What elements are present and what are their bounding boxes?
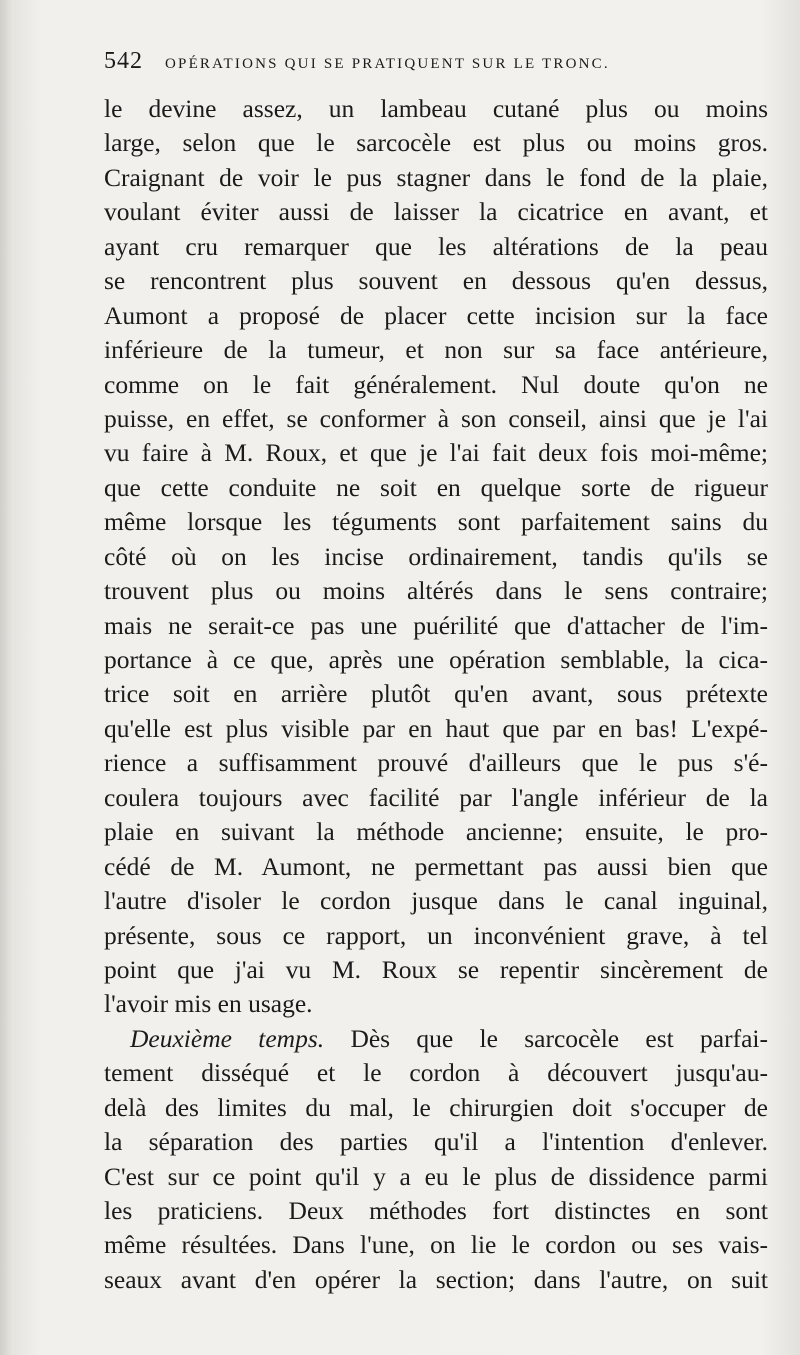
text-line: trouvent plus ou moins altérés dans le sens contraire; [104, 576, 768, 606]
text-line: mais ne serait-ce pas une puérilité que d'attacher de l'im- [104, 610, 768, 640]
text-line: inférieure de la tumeur, et non sur sa face antérieure, [104, 335, 768, 365]
text-line: que cette conduite ne soit en quelque sorte de rigueur [104, 472, 768, 502]
text-line: vu faire à M. Roux, et que je l'ai fait deux fois moi-même; [104, 438, 768, 468]
paragraph-2 [104, 1022, 768, 1298]
text-line: Craignant de voir le pus stagner dans le fond de la plaie, [104, 162, 768, 192]
body-text [104, 92, 768, 1297]
text-line: seaux avant d'en opérer la section; dans l'autre, on suit [104, 1264, 768, 1294]
text-line: présente, sous ce rapport, un inconvénient grave, à tel [104, 920, 768, 950]
text-line: cédé de M. Aumont, ne permettant pas aussi bien que [104, 851, 768, 881]
text-line: tement disséqué et le cordon à découvert jusqu'au- [104, 1058, 768, 1088]
text-line: large, selon que le sarcocèle est plus ou moins gros. [104, 128, 768, 158]
running-head: OPÉRATIONS QUI SE PRATIQUENT SUR LE TRONC. [165, 56, 610, 72]
text-line: rience a suffisamment prouvé d'ailleurs que le pus s'é- [104, 748, 768, 778]
text-line: trice soit en arrière plutôt qu'en avant, sous prétexte [104, 679, 768, 709]
text-line: portance à ce que, après une opération semblable, la cica- [104, 645, 768, 674]
section-lead: Deuxième temps. [130, 1023, 325, 1053]
text-line: Aumont a proposé de placer cette incision sur la face [104, 300, 768, 330]
text-line: plaie en suivant la méthode ancienne; ensuite, le pro- [104, 817, 768, 847]
text-line: l'autre d'isoler le cordon jusque dans le canal inguinal, [104, 886, 768, 916]
text-line: coulera toujours avec facilité par l'angle inférieur de la [104, 782, 768, 812]
paragraph-1 [104, 92, 768, 1022]
text-line: même lorsque les téguments sont parfaitement sains du [104, 507, 768, 537]
text-line: la séparation des parties qu'il a l'intention d'enlever. [104, 1127, 768, 1157]
text-run: Dès que le sarcocèle est parfai- [324, 1023, 768, 1053]
page-number: 542 [104, 48, 143, 74]
text-line: même résultées. Dans l'une, on lie le cordon ou ses vais- [104, 1230, 768, 1260]
text-line: l'avoir mis en usage. [104, 989, 313, 1019]
text-line: point que j'ai vu M. Roux se repentir sincèrement de [104, 954, 768, 984]
text-line: ayant cru remarquer que les altérations de la peau [104, 231, 768, 261]
text-line: C'est sur ce point qu'il y a eu le plus de dissidence parmi [104, 1161, 768, 1191]
page-header [104, 48, 768, 76]
text-line: puisse, en effet, se conformer à son conseil, ainsi que je l'ai [104, 403, 768, 433]
text-line-first [104, 1022, 768, 1056]
text-line: se rencontrent plus souvent en dessous qu'en dessus, [104, 266, 768, 296]
page-gutter-edge [0, 0, 14, 1355]
text-line: delà des limites du mal, le chirurgien doit s'occuper de [104, 1092, 768, 1122]
text-line: le devine assez, un lambeau cutané plus ou moins [104, 94, 768, 123]
text-line: les praticiens. Deux méthodes fort distinctes en sont [104, 1196, 768, 1225]
text-line: comme on le fait généralement. Nul doute qu'on ne [104, 369, 768, 399]
text-line: côté où on les incise ordinairement, tandis qu'ils se [104, 541, 768, 571]
text-line: qu'elle est plus visible par en haut que par en bas! L'expé- [104, 713, 768, 743]
text-line: voulant éviter aussi de laisser la cicatrice en avant, et [104, 197, 768, 227]
